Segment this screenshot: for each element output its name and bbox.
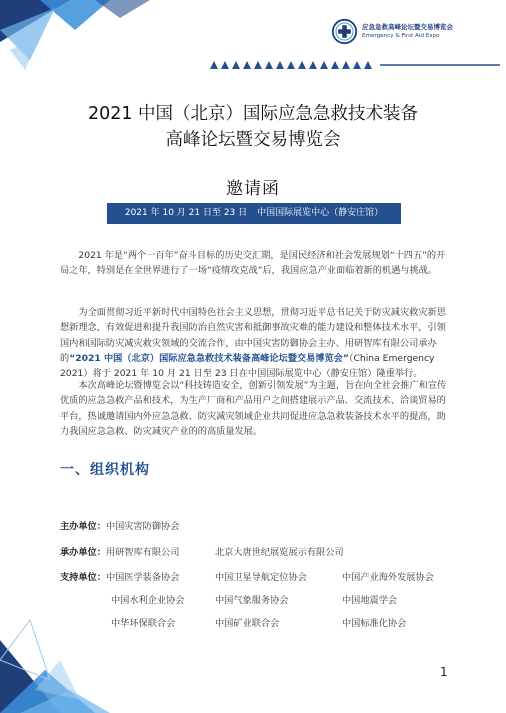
organizer-label: 承办单位：	[60, 547, 106, 558]
supporter-name: 中国医学装备协会	[105, 572, 180, 583]
invitation-heading: 邀请函	[226, 179, 280, 199]
supporter-name: 中国卫星导航定位协会	[215, 572, 307, 583]
page-number: 1	[440, 665, 448, 679]
supporter-name: 中国气象服务协会	[215, 595, 289, 606]
paragraph-2-part-a: 为全面贯彻习近平新时代中国特色社会主义思想，贯彻习近平总书记关于防灾减灾救灾新思想新理念，有效促进和提升我国防治自然灾害和抵御事故灾难的能力建设和整体技术水平，引领国内和国际防灾减灾救灾领域的交流合作，由中国灾害防御协会主办、用研智库有限公司承办的	[60, 307, 446, 364]
event-date: 2021 年 10 月 21 日至 23 日	[124, 208, 248, 218]
logo-english-name: Emergency & First Aid Expo	[362, 33, 440, 39]
supporter-name: 中华环保联合会	[111, 618, 176, 629]
expo-logo	[331, 18, 453, 45]
paragraph-2-part-b: （China Emergency 2021）将于 2021 年 10 月 21 日至 23 日在中国国际展览中心（静安庄馆）隆重举行。	[60, 352, 435, 380]
host-label: 主办单位：	[60, 521, 106, 532]
host-name: 中国灾害防御协会	[105, 521, 180, 532]
supporter-name: 中国标准化协会	[342, 618, 407, 629]
decorative-bottom-triangles	[0, 580, 130, 713]
intro-paragraph-2	[60, 305, 452, 381]
host-row	[60, 518, 179, 532]
organizer-name: 北京大唐世纪展览展示有限公司	[215, 547, 344, 558]
supporter-label: 支持单位：	[60, 572, 106, 583]
date-venue-bar	[107, 203, 401, 224]
organizer-name: 用研智库有限公司	[105, 547, 180, 558]
intro-paragraph-3: 本次高峰论坛暨博览会以“科技铸造安全，创新引领发展”为主题，旨在向全社会推广和宣传优质的应急急救产品和技术，为生产厂商和产品用户之间搭建展示产品、交流技术、洽谈贸易的平台，热诚邀请国内外应急急救、防灾减灾领域企业共同促进应急急救装备技术水平的提高，助力我国应急急救、防灾减灾产业的的高质量发展。	[60, 380, 447, 437]
logo-chinese-name: 应急急救高峰论坛暨交易博览会	[362, 23, 453, 31]
section-heading-organization: 一、组织机构	[60, 462, 150, 478]
event-venue: 中国国际展览中心（静安庄馆）	[257, 208, 384, 218]
title-line-1: 2021 中国（北京）国际应急急救技术装备	[87, 104, 419, 124]
page-title	[0, 101, 506, 153]
intro-paragraph-1: 2021 年是“两个一百年”奋斗目标的历史交汇期，是国民经济和社会发展规划“十四五”的开局之年，特别是在全世界进行了一场“疫情攻克战”后，我国应急产业面临着新的机遇与挑战。	[60, 250, 446, 277]
supporter-name: 中国矿业联合会	[215, 618, 280, 629]
supporter-name: 中国地震学会	[342, 595, 398, 606]
organizer-row	[60, 544, 179, 558]
title-line-2: 高峰论坛暨交易博览会	[165, 130, 341, 150]
decorative-arrow-row	[210, 61, 500, 69]
shield-cross-icon	[331, 18, 358, 45]
supporter-name: 中国产业海外发展协会	[342, 572, 434, 583]
supporter-name: 中国水利企业协会	[111, 595, 185, 606]
expo-full-name-highlight: “2021 中国（北京）国际应急急救技术装备高峰论坛暨交易博览会”	[69, 352, 349, 364]
